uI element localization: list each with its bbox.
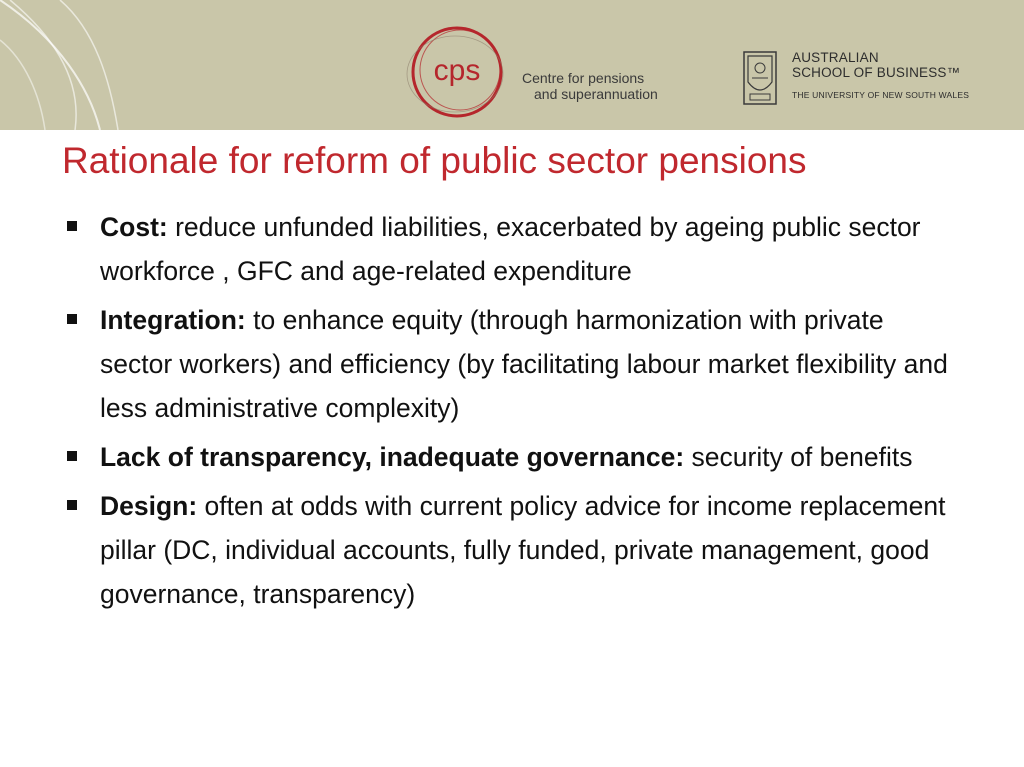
square-bullet-icon xyxy=(67,221,77,231)
bullet-list xyxy=(62,205,962,621)
asb-line1: AUSTRALIAN xyxy=(792,50,879,65)
bullet-label: Cost: xyxy=(100,212,168,242)
bullet-item xyxy=(62,205,962,293)
slide-title: Rationale for reform of public sector pensions xyxy=(62,140,807,181)
slide-header xyxy=(0,0,1024,130)
cps-name-line1: Centre for pensions xyxy=(522,70,645,86)
bullet-item xyxy=(62,484,962,616)
bullet-item xyxy=(62,298,962,430)
cps-logo-icon xyxy=(400,20,515,120)
bullet-text: reduce unfunded liabilities, exacerbated by ageing public sector workforce , GFC and age-related expenditure xyxy=(100,212,921,286)
bullet-label: Design: xyxy=(100,491,198,521)
bullet-text: to enhance equity (through harmonization with private sector workers) and efficiency (by facilitating labour market flexibility and less administrative complexity) xyxy=(100,305,948,423)
bullet-text: security of benefits xyxy=(684,442,913,472)
asb-name xyxy=(792,50,969,100)
square-bullet-icon xyxy=(67,451,77,461)
cps-name-line2: and superannuation xyxy=(534,86,658,102)
cps-name xyxy=(522,70,658,102)
bullet-item xyxy=(62,435,962,479)
svg-text:cps: cps xyxy=(433,54,481,87)
asb-line3: THE UNIVERSITY OF NEW SOUTH WALES xyxy=(792,90,970,100)
unsw-crest-icon xyxy=(742,50,778,106)
bullet-text: often at odds with current policy advice for income replacement pillar (DC, individual accounts, fully funded, private management, good governance, transparency) xyxy=(100,491,946,609)
bullet-label: Integration: xyxy=(100,305,246,335)
square-bullet-icon xyxy=(67,314,77,324)
asb-line2: SCHOOL OF BUSINESS™ xyxy=(792,65,961,80)
square-bullet-icon xyxy=(67,500,77,510)
bullet-label: Lack of transparency, inadequate governance: xyxy=(100,442,685,472)
